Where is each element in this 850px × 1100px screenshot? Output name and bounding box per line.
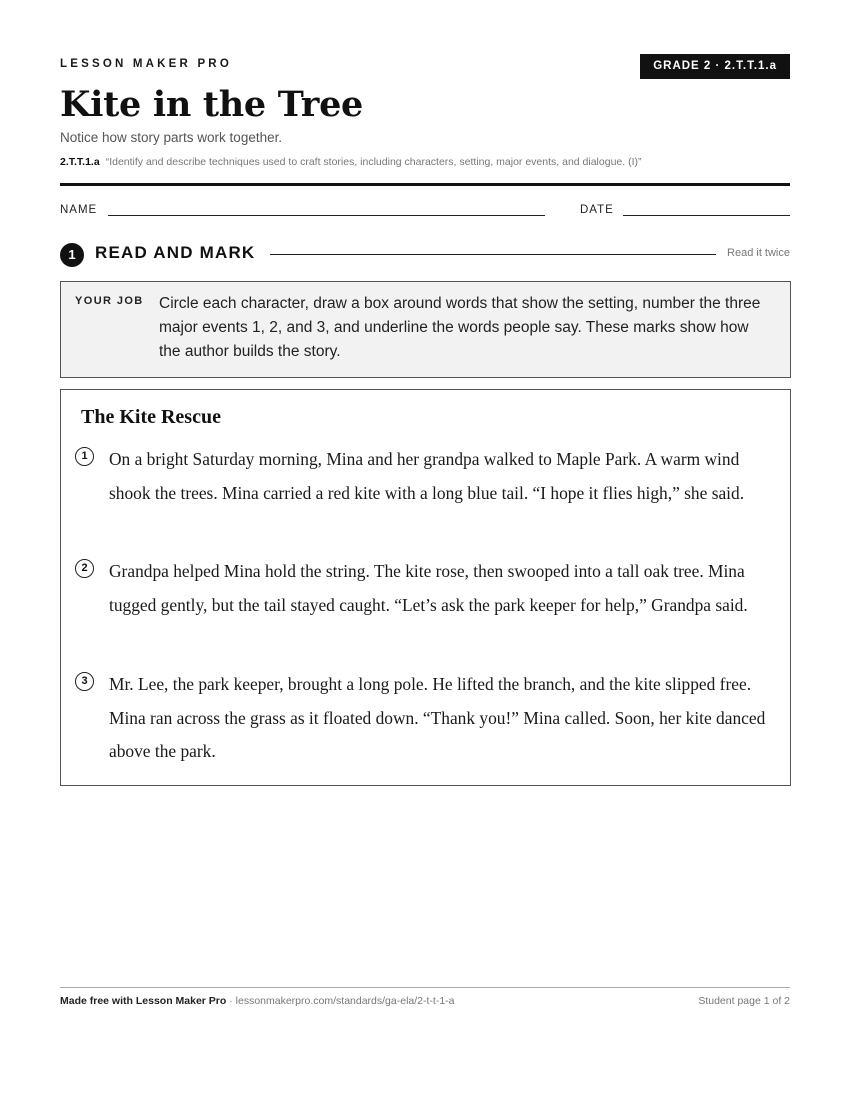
paragraph-number: 3 bbox=[75, 672, 94, 691]
footer-separator: · bbox=[226, 995, 236, 1007]
story-title: The Kite Rescue bbox=[81, 406, 221, 428]
page-title: Kite in the Tree bbox=[60, 84, 364, 125]
standard-line bbox=[60, 156, 642, 168]
paragraph-text: Mr. Lee, the park keeper, brought a long pole. He lifted the branch, and the kite slipped free. Mina ran across the grass as it floated down. “Thank you!” Mina called. Soon, her kite danced above the park. bbox=[109, 674, 766, 761]
section-divider bbox=[270, 254, 716, 255]
instructions-box bbox=[60, 281, 791, 378]
page-indicator: Student page 1 of 2 bbox=[698, 995, 790, 1007]
section-number: 1 bbox=[60, 243, 84, 267]
name-label: NAME bbox=[60, 204, 98, 216]
standard-text: “Identify and describe techniques used to craft stories, including characters, setting, major events, and dialogue. (I)” bbox=[105, 156, 642, 168]
paragraph-text: On a bright Saturday morning, Mina and her grandpa walked to Maple Park. A warm wind shook the trees. Mina carried a red kite with a long blue tail. “I hope it flies high,” she said. bbox=[109, 449, 745, 503]
instructions-label: YOUR JOB bbox=[75, 295, 144, 307]
date-label: DATE bbox=[580, 204, 614, 216]
paragraph-number: 2 bbox=[75, 559, 94, 578]
footer-made-with: Made free with Lesson Maker Pro bbox=[60, 995, 227, 1007]
paragraph-text: Grandpa helped Mina hold the string. The kite rose, then swooped into a tall oak tree. Mina tugged gently, but the tail stayed caught. “Let’s ask the park keeper for help,” Grandpa said. bbox=[109, 561, 748, 615]
section-note: Read it twice bbox=[727, 247, 790, 259]
section-title: READ AND MARK bbox=[95, 243, 256, 262]
paragraph-number: 1 bbox=[75, 447, 94, 466]
grade-badge: GRADE 2 · 2.T.T.1.a bbox=[640, 54, 790, 79]
footer-url[interactable]: lessonmakerpro.com/standards/ga-ela/2-t-t-1-a bbox=[235, 995, 455, 1007]
story-box bbox=[60, 389, 791, 786]
instructions-text: Circle each character, draw a box around words that show the setting, number the three major events 1, 2, and 3, and underline the words people say. These marks show how the author builds the story. bbox=[159, 295, 761, 360]
footer-divider bbox=[60, 987, 790, 988]
brand-name: LESSON MAKER PRO bbox=[60, 58, 232, 70]
header-divider bbox=[60, 183, 790, 186]
name-field[interactable] bbox=[108, 215, 545, 216]
date-field[interactable] bbox=[623, 215, 790, 216]
standard-code: 2.T.T.1.a bbox=[60, 156, 100, 168]
footer-credit bbox=[60, 995, 455, 1007]
page-subtitle: Notice how story parts work together. bbox=[60, 130, 283, 145]
